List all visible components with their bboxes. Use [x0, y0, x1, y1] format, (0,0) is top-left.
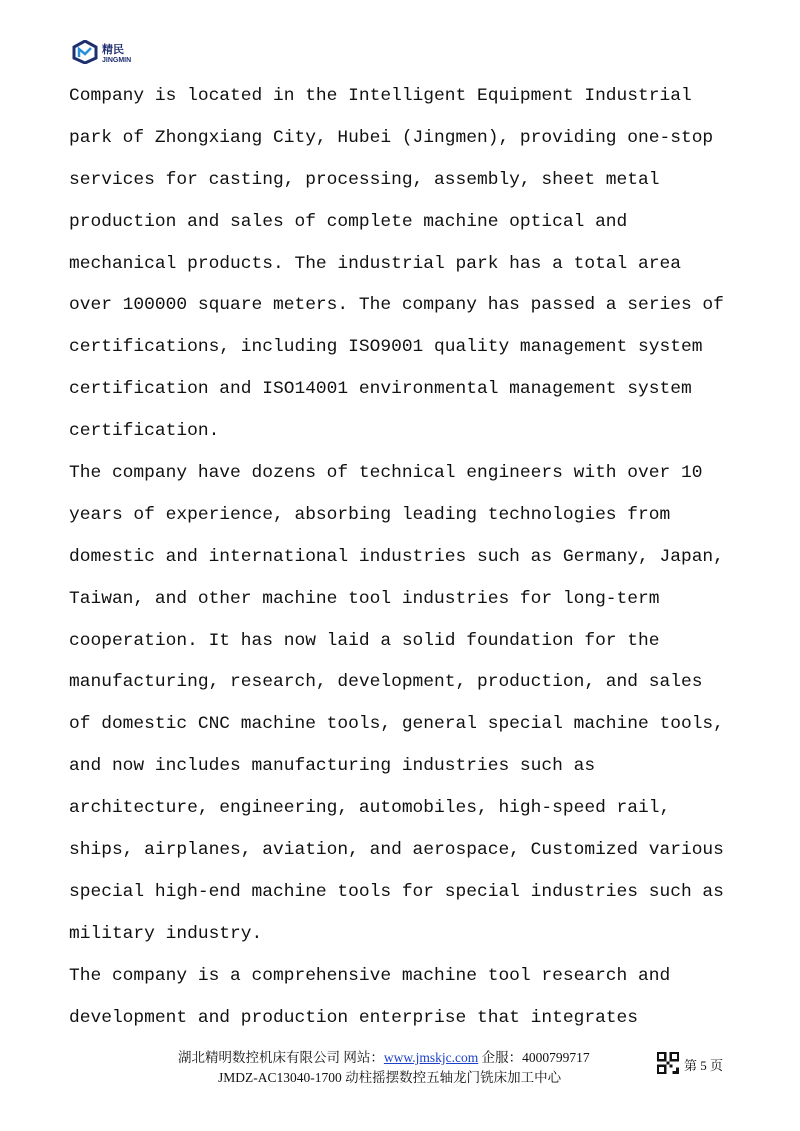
document-body	[69, 76, 724, 1039]
text-line: manufacturing, research, development, production, and sales	[69, 672, 703, 693]
text-line: Company is located in the Intelligent Equipment Industrial	[69, 86, 692, 106]
text-line: Taiwan, and other machine tool industries for long-term	[69, 588, 660, 609]
text-line: of domestic CNC machine tools, general special machine tools,	[69, 714, 724, 735]
logo-icon	[72, 40, 98, 64]
text-line: military industry.	[69, 923, 263, 944]
company-logo	[72, 40, 131, 64]
text-line: and now includes manufacturing industries such as	[69, 756, 596, 777]
qr-code-icon	[657, 1052, 679, 1074]
text-line: production and sales of complete machine optical and	[69, 211, 628, 232]
text-line: The company have dozens of technical engineers with over 10	[69, 463, 703, 484]
text-line: mechanical products. The industrial park has a total area	[69, 253, 681, 274]
text-line: years of experience, absorbing leading technologies from	[69, 504, 671, 525]
footer-contact	[178, 1046, 590, 1066]
text-line: park of Zhongxiang City, Hubei (Jingmen), providing one-stop	[69, 127, 714, 148]
text-line: architecture, engineering, automobiles, high-speed rail,	[69, 798, 671, 819]
text-line: ships, airplanes, aviation, and aerospace, Customized various	[69, 840, 724, 861]
text-line: domestic and international industries such as Germany, Japan,	[69, 546, 724, 567]
website-link[interactable]: www.jmskjc.com	[383, 1050, 479, 1065]
text-line: cooperation. It has now laid a solid foundation for the	[69, 630, 660, 651]
text-line: certification and ISO14001 environmental management system	[69, 379, 692, 400]
logo-text-cn: 精民	[102, 42, 124, 56]
text-line: The company is a comprehensive machine tool research and	[69, 965, 671, 986]
text-line: certification.	[69, 421, 220, 442]
text-line: certifications, including ISO9001 quality management system	[69, 337, 703, 358]
text-line: development and production enterprise that integrates	[69, 1007, 639, 1028]
footer-service: 企服：4000799717	[478, 1050, 590, 1065]
footer-company: 湖北精明数控机床有限公司 网站：	[178, 1050, 384, 1065]
page-number: 第 5 页	[684, 1058, 724, 1073]
text-line: over 100000 square meters. The company has passed a series of	[69, 295, 724, 316]
text-line: services for casting, processing, assembly, sheet metal	[69, 169, 660, 190]
text-line: special high-end machine tools for special industries such as	[69, 881, 724, 902]
footer-model: JMDZ-AC13040-1700 动柱摇摆数控五轴龙门铣床加工中心	[218, 1070, 562, 1085]
logo-text-en: JINGMIN	[102, 56, 132, 64]
